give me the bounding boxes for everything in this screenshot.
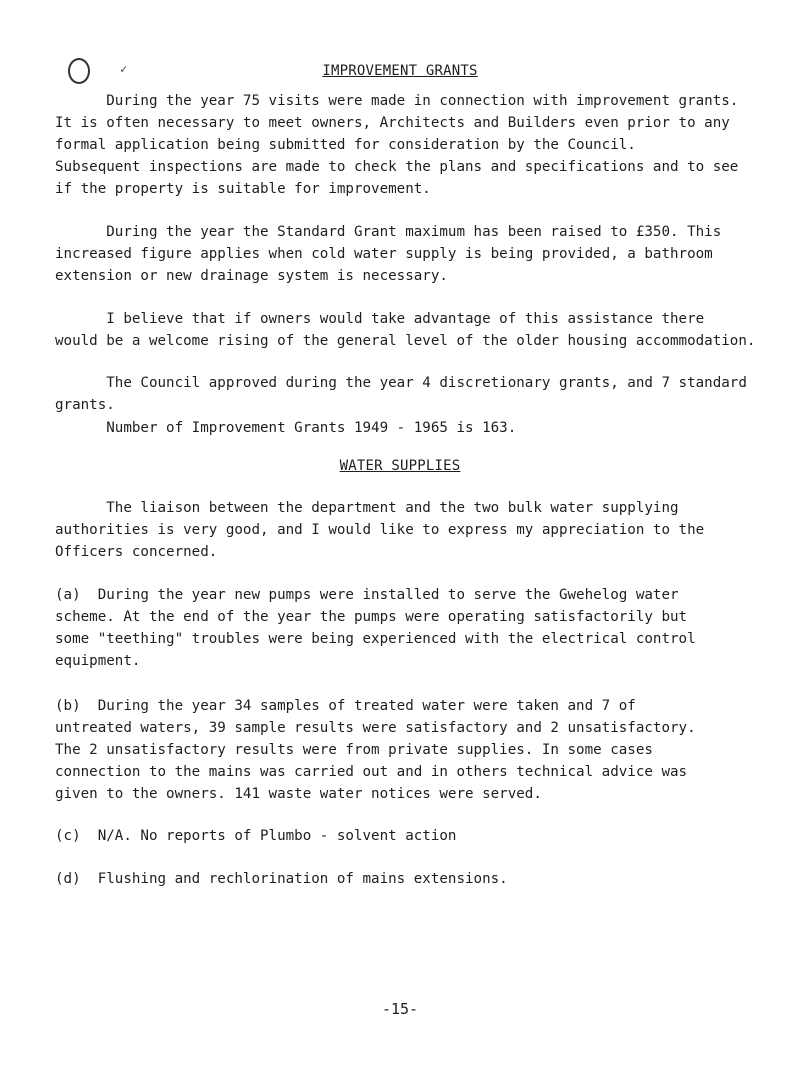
paragraph-6: The liaison between the department and the two bulk water supplying authorities is very good, and I would like to express my appreciation to the Officers concerned. [55, 500, 705, 560]
page-number: -15- [381, 1000, 419, 1018]
paragraph-5: Number of Improvement Grants 1949 - 1965 is 163. [55, 420, 517, 436]
heading-improvement-grants: IMPROVEMENT GRANTS [322, 63, 478, 79]
heading-water-supplies: WATER SUPPLIES [339, 458, 461, 474]
paragraph-1: During the year 75 visits were made in connection with improvement grants. It is often necessary to meet owners, Architects and Builders even prior to any formal application being submitted for consideration by the Council. Subsequent inspections are made to check the plans and specifications and to see if the property is suitable for improvement. [55, 93, 739, 197]
paragraph-4: The Council approved during the year 4 discretionary grants, and 7 standard grants. [55, 375, 747, 413]
item-b: (b) During the year 34 samples of treated water were taken and 7 of untreated waters, 39 sample results were satisfactory and 2 unsatisfactory. The 2 unsatisfactory results were from private supplies. In some cases connection to the mains was carried out and in others technical advice was given to the owners. 141 waste water notices were served. [55, 698, 696, 802]
paragraph-2: During the year the Standard Grant maximum has been raised to £350. This increased figure applies when cold water supply is being provided, a bathroom extension or new drainage system is necessary. [55, 224, 722, 284]
item-c: (c) N/A. No reports of Plumbo - solvent action [55, 828, 457, 844]
paragraph-3: I believe that if owners would take advantage of this assistance there would be a welcome rising of the general level of the older housing accommodation. [55, 311, 756, 349]
item-a: (a) During the year new pumps were installed to serve the Gwehelog water scheme. At the end of the year the pumps were operating satisfactorily but some "teething" troubles were being experienced with the electrical control equipment. [55, 587, 696, 669]
stray-mark: ✓ [120, 62, 128, 76]
item-d: (d) Flushing and rechlorination of mains extensions. [55, 871, 508, 887]
